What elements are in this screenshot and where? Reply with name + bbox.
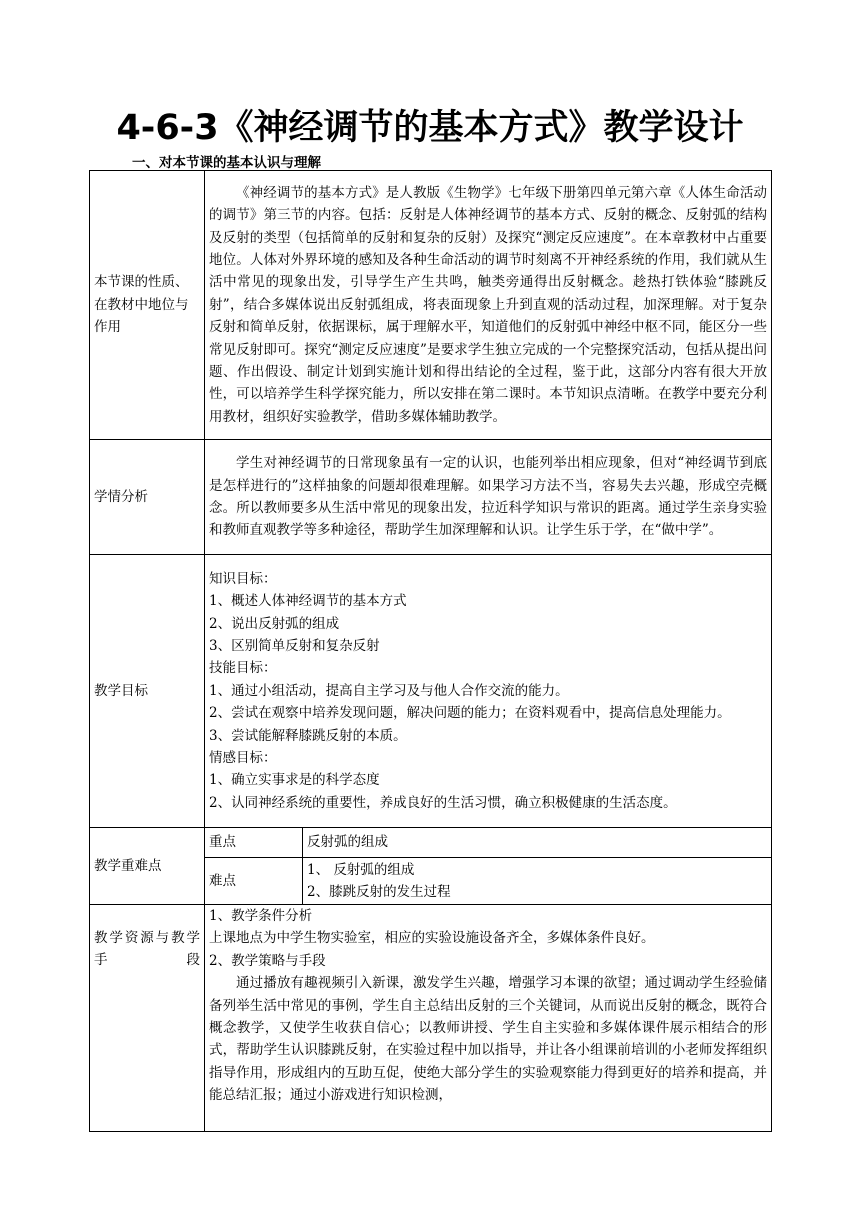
- document-title: 4-6-3《神经调节的基本方式》教学设计: [116, 108, 744, 148]
- resources-line: 上课地点为中学生物实验室，相应的实验设施设备齐全，多媒体条件良好。: [209, 930, 655, 947]
- table-row: [90, 828, 772, 858]
- goals-line: 3、尝试能解释膝跳反射的本质。: [209, 727, 407, 744]
- goals-line: 技能目标：: [209, 660, 277, 677]
- key-label: 重点: [205, 828, 303, 858]
- table-row: [90, 440, 772, 555]
- row-label-nature: 本节课的性质、在教材中地位与作用: [90, 171, 205, 440]
- goals-line: 知识目标：: [209, 570, 277, 587]
- resources-line: 2、教学策略与手段: [209, 952, 326, 969]
- table-row: [90, 171, 772, 440]
- key-text: 反射弧的组成: [303, 828, 772, 858]
- nature-paragraph: 《神经调节的基本方式》是人教版《生物学》七年级下册第四单元第六章《人体生命活动的调节》第三节的内容。包括：反射是人体神经调节的基本方式、反射的概念、反射弧的结构及反射的类型（包括简单的反射和复杂的反射）及探究“测定反应速度”。在本章教材中占重要地位。人体对外界环境的感知及各种生命活动的调节时刻离不开神经系统的作用，我们就从生活中常见的现象出发，引导学生产生共鸣，触类旁通得出反射概念。趁热打铁体验“膝跳反射”，结合多媒体说出反射弧组成，将表面现象上升到直观的活动过程，加深理解。对于复杂反射和简单反射，依据课标，属于理解水平，知道他们的反射弧中神经中枢不同，能区分一些常见反射即可。探究“测定反应速度”是要求学生独立完成的一个完整探究活动，包括从提出问题、作出假设、制定计划到实施计划和得出结论的全过程，鉴于此，这部分内容有很大开放性，可以培养学生科学探究能力，所以安排在第二课时。本节知识点清晰。在教学中要充分利用教材，组织好实验教学，借助多媒体辅助教学。: [209, 184, 767, 425]
- goals-line: 1、通过小组活动，提高自主学习及与他人合作交流的能力。: [209, 682, 569, 699]
- goals-line: 2、尝试在观察中培养发现问题，解决问题的能力；在资料观看中，提高信息处理能力。: [209, 705, 731, 722]
- students-paragraph: 学生对神经调节的日常现象虽有一定的认识，也能列举出相应现象，但对“神经调节到底是怎样进行的”这样抽象的问题却很难理解。如果学习方法不当，容易失去兴趣，形成空壳概念。所以教师要多从生活中常见的现象出发，拉近科学知识与常识的距离。通过学生亲身实验和教师直观教学等多种途径，帮助学生加深理解和认识。让学生乐于学，在“做中学”。: [209, 455, 767, 539]
- goals-line: 1、确立实事求是的科学态度: [209, 772, 380, 789]
- row-label-resources: 教学资源与教学手段: [90, 905, 205, 1132]
- row-label-goals: 教学目标: [90, 555, 205, 828]
- resources-line: 1、教学条件分析: [209, 908, 313, 924]
- row-label-students: 学情分析: [90, 440, 205, 555]
- table-row: [90, 905, 772, 1132]
- resources-paragraph: 通过播放有趣视频引入新课，激发学生兴趣，增强学习本课的欲望；通过调动学生经验储备列举生活中常见的事例，学生自主总结出反射的三个关键词，从而说出反射的概念，既符合概念教学，又使学生收获自信心；以教师讲授、学生自主实验和多媒体课件展示相结合的形式，帮助学生认识膝跳反射，在实验过程中加以指导，并让各小组课前培训的小老师发挥组织指导作用，形成组内的互助互促，使绝大部分学生的实验观察能力得到更好的培养和提高，并能总结汇报；通过小游戏进行知识检测，: [209, 975, 767, 1104]
- goals-line: 2、认同神经系统的重要性，养成良好的生活习惯，确立积极健康的生活态度。: [209, 794, 677, 811]
- row-content-resources: [205, 905, 772, 1132]
- difficult-line: 2、膝跳反射的发生过程: [307, 884, 451, 900]
- row-content-goals: [205, 555, 772, 828]
- goals-line: 3、区别简单反射和复杂反射: [209, 637, 380, 654]
- row-label-keypoints: 教学重难点: [90, 828, 205, 905]
- difficult-label: 难点: [205, 858, 303, 905]
- section-heading: 一、对本节课的基本认识与理解: [132, 155, 321, 171]
- goals-line: 情感目标：: [209, 750, 277, 767]
- goals-line: 1、概述人体神经调节的基本方式: [209, 593, 407, 610]
- row-content-students: [205, 440, 772, 555]
- table-row: [90, 555, 772, 828]
- goals-line: 2、说出反射弧的组成: [209, 615, 340, 632]
- difficult-line: 1、 反射弧的组成: [307, 861, 415, 878]
- lesson-design-table: [89, 170, 772, 1132]
- difficult-text: [303, 858, 772, 905]
- row-content-nature: [205, 171, 772, 440]
